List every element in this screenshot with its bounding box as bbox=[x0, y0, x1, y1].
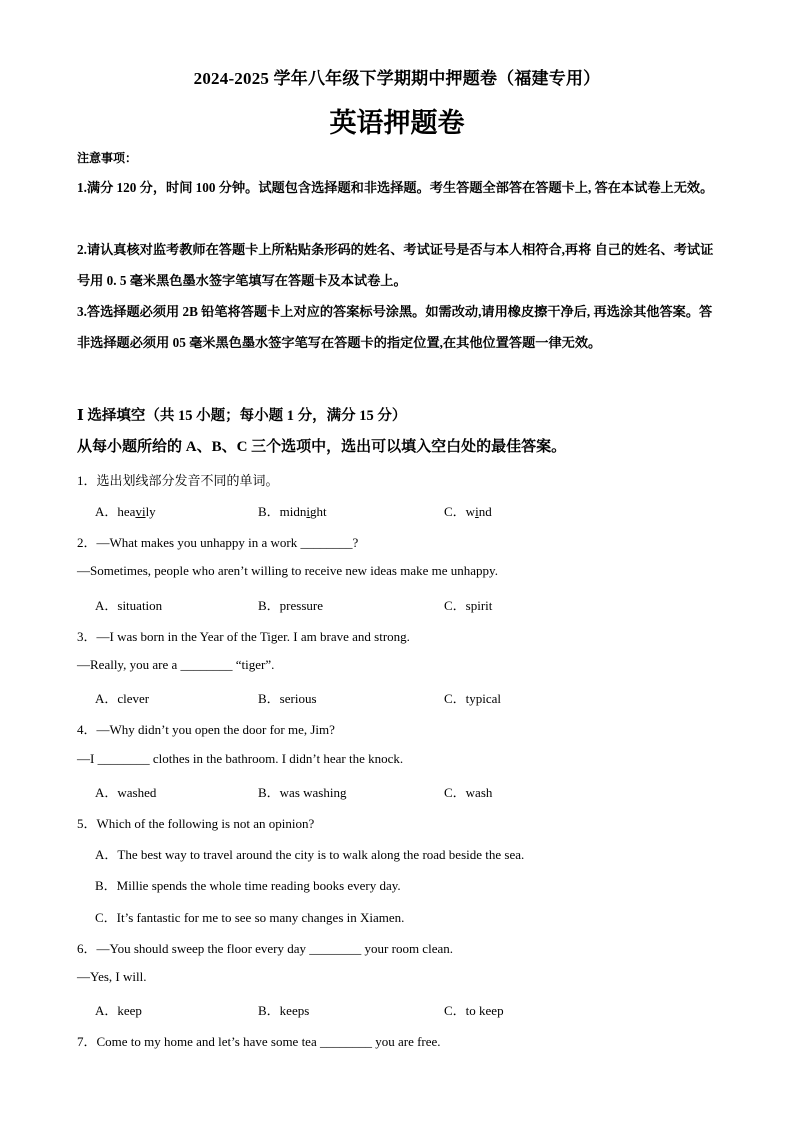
question-6-option-c: C．to keep bbox=[444, 1003, 504, 1018]
question-5-option-b: B．Millie spends the whole time reading books every day. bbox=[95, 878, 401, 893]
question-1-option-c: C．wind bbox=[444, 504, 492, 519]
question-4-stem: 4．—Why didn’t you open the door for me, Jim? bbox=[77, 722, 335, 737]
question-3-reply: —Really, you are a ________ “tiger”. bbox=[77, 657, 275, 672]
question-6-option-b: B．keeps bbox=[258, 1003, 310, 1018]
question-2-reply: —Sometimes, people who aren’t willing to receive new ideas make me unhappy. bbox=[77, 563, 498, 578]
question-6-option-a: A．keep bbox=[95, 1003, 142, 1018]
exam-subtitle: 英语押题卷 bbox=[329, 108, 465, 138]
section-instruction: 从每小题所给的 A、B、C 三个选项中，选出可以填入空白处的最佳答案。 bbox=[77, 439, 567, 455]
question-2-stem: 2．—What makes you unhappy in a work ________? bbox=[77, 535, 359, 550]
question-1-option-a: A．heavily bbox=[95, 504, 156, 519]
question-3-stem: 3．—I was born in the Year of the Tiger. I am brave and strong. bbox=[77, 629, 410, 644]
question-1-stem: 1．选出划线部分发音不同的单词。 bbox=[77, 473, 279, 488]
question-4-option-c: C．wash bbox=[444, 785, 493, 800]
question-5-option-c: C．It’s fantastic for me to see so many changes in Xiamen. bbox=[95, 910, 405, 925]
question-4-option-a: A．washed bbox=[95, 785, 157, 800]
notice-item-2: 2.请认真核对监考教师在答题卡上所粘贴条形码的姓名、考试证号是否与本人相符合,再将 自己的姓名、考试证号用 0. 5 毫米黑色墨水签字笔填写在答题卡及本试卷上。 bbox=[77, 242, 714, 288]
section-heading: Ⅰ 选择填空（共 15 小题；每小题 1 分，满分 15 分） bbox=[77, 408, 407, 424]
notice-item-1: 1.满分 120 分，时间 100 分钟。试题包含选择题和非选择题。考生答题全部答在答题卡上, 答在本试卷上无效。 bbox=[77, 180, 714, 195]
question-5-stem: 5．Which of the following is not an opinion? bbox=[77, 816, 315, 831]
notice-item-3: 3.答选择题必须用 2B 铅笔将答题卡上对应的答案标号涂黑。如需改动,请用橡皮擦干净后, 再选涂其他答案。答非选择题必须用 05 毫米黑色墨水签字笔写在答题卡的指定位置,在其他位置答题一律无效。 bbox=[77, 304, 713, 350]
question-2-option-b: B．pressure bbox=[258, 598, 323, 613]
question-5-option-a: A．The best way to travel around the city is to walk along the road beside the sea. bbox=[95, 847, 525, 862]
question-7-stem: 7．Come to my home and let’s have some tea ________ you are free. bbox=[77, 1034, 441, 1049]
exam-title: 2024-2025 学年八年级下学期期中押题卷（福建专用） bbox=[193, 69, 601, 88]
question-1-option-b: B．midnight bbox=[258, 504, 327, 519]
question-4-reply: —I ________ clothes in the bathroom. I didn’t hear the knock. bbox=[77, 751, 404, 766]
question-2-option-a: A．situation bbox=[95, 598, 163, 613]
question-6-stem: 6．—You should sweep the floor every day ________ your room clean. bbox=[77, 941, 453, 956]
question-6-reply: —Yes, I will. bbox=[77, 969, 147, 984]
notice-heading: 注意事项： bbox=[77, 151, 138, 165]
question-2-option-c: C．spirit bbox=[444, 598, 493, 613]
question-3-option-b: B．serious bbox=[258, 691, 317, 706]
question-3-option-a: A．clever bbox=[95, 691, 150, 706]
question-3-option-c: C．typical bbox=[444, 691, 502, 706]
question-4-option-b: B．was washing bbox=[258, 785, 347, 800]
